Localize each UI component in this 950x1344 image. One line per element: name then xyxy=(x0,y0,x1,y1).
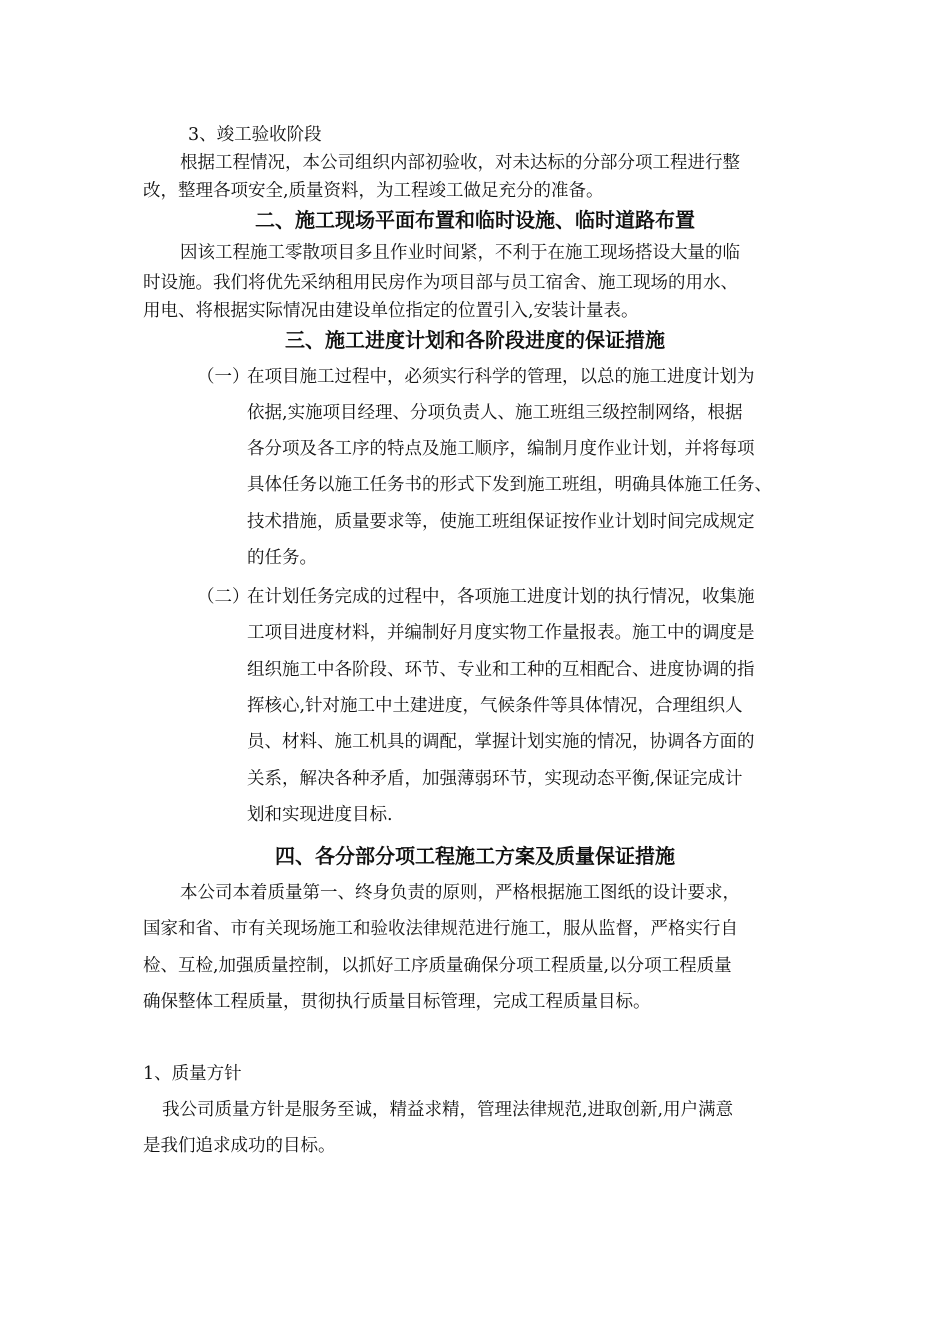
list-item-line: 挥核心,针对施工中土建进度，气候条件等具体情况，合理组织人 xyxy=(247,696,743,716)
list-marker-2: （二） xyxy=(197,587,250,607)
list-item-line: 工项目进度材料，并编制好月度实物工作量报表。施工中的调度是 xyxy=(247,623,755,643)
section-title-quality: 四、各分部分项工程施工方案及质量保证措施 xyxy=(275,844,675,868)
list-item-line: 在计划任务完成的过程中，各项施工进度计划的执行情况，收集施 xyxy=(247,587,755,607)
list-item-line: 的任务。 xyxy=(247,548,317,568)
paragraph-line: 因该工程施工零散项目多且作业时间紧，不利于在施工现场搭设大量的临 xyxy=(180,243,740,263)
paragraph-line: 检、互检,加强质量控制，以抓好工序质量确保分项工程质量,以分项工程质量 xyxy=(143,956,732,976)
paragraph-line: 时设施。我们将优先采纳租用民房作为项目部与员工宿舍、施工现场的用水、 xyxy=(143,273,738,293)
paragraph-line: 是我们追求成功的目标。 xyxy=(143,1136,336,1156)
subheading-completion-acceptance: 3、竣工验收阶段 xyxy=(188,125,322,145)
section-title-schedule: 三、施工进度计划和各阶段进度的保证措施 xyxy=(285,328,665,352)
list-item-line: 划和实现进度目标. xyxy=(247,805,393,825)
paragraph-line: 改，整理各项安全,质量资料，为工程竣工做足充分的准备。 xyxy=(143,181,604,201)
paragraph-line: 用电、将根据实际情况由建设单位指定的位置引入,安装计量表。 xyxy=(143,301,639,321)
subheading-quality-policy: 1、质量方针 xyxy=(143,1064,242,1084)
paragraph-line: 根据工程情况，本公司组织内部初验收，对未达标的分部分项工程进行整 xyxy=(180,153,740,173)
section-title-site-layout: 二、施工现场平面布置和临时设施、临时道路布置 xyxy=(255,208,695,232)
list-item-line: 员、材料、施工机具的调配，掌握计划实施的情况，协调各方面的 xyxy=(247,732,755,752)
list-item-line: 各分项及各工序的特点及施工顺序，编制月度作业计划，并将每项 xyxy=(247,439,755,459)
list-item-line: 组织施工中各阶段、环节、专业和工种的互相配合、进度协调的指 xyxy=(247,660,755,680)
paragraph-line: 国家和省、市有关现场施工和验收法律规范进行施工，服从监督，严格实行自 xyxy=(143,919,738,939)
list-item-line: 在项目施工过程中，必须实行科学的管理，以总的施工进度计划为 xyxy=(247,367,755,387)
list-item-line: 依据,实施项目经理、分项负责人、施工班组三级控制网络，根据 xyxy=(247,403,743,423)
list-item-line: 具体任务以施工任务书的形式下发到施工班组，明确具体施工任务、 xyxy=(247,475,772,495)
paragraph-line: 我公司质量方针是服务至诚，精益求精，管理法律规范,进取创新,用户满意 xyxy=(162,1100,734,1120)
list-item-line: 关系，解决各种矛盾，加强薄弱环节，实现动态平衡,保证完成计 xyxy=(247,769,743,789)
list-marker-1: （一） xyxy=(197,367,250,387)
paragraph-line: 确保整体工程质量，贯彻执行质量目标管理，完成工程质量目标。 xyxy=(143,992,651,1012)
list-item-line: 技术措施，质量要求等，使施工班组保证按作业计划时间完成规定 xyxy=(247,512,755,532)
paragraph-line: 本公司本着质量第一、终身负责的原则，严格根据施工图纸的设计要求， xyxy=(180,883,740,903)
